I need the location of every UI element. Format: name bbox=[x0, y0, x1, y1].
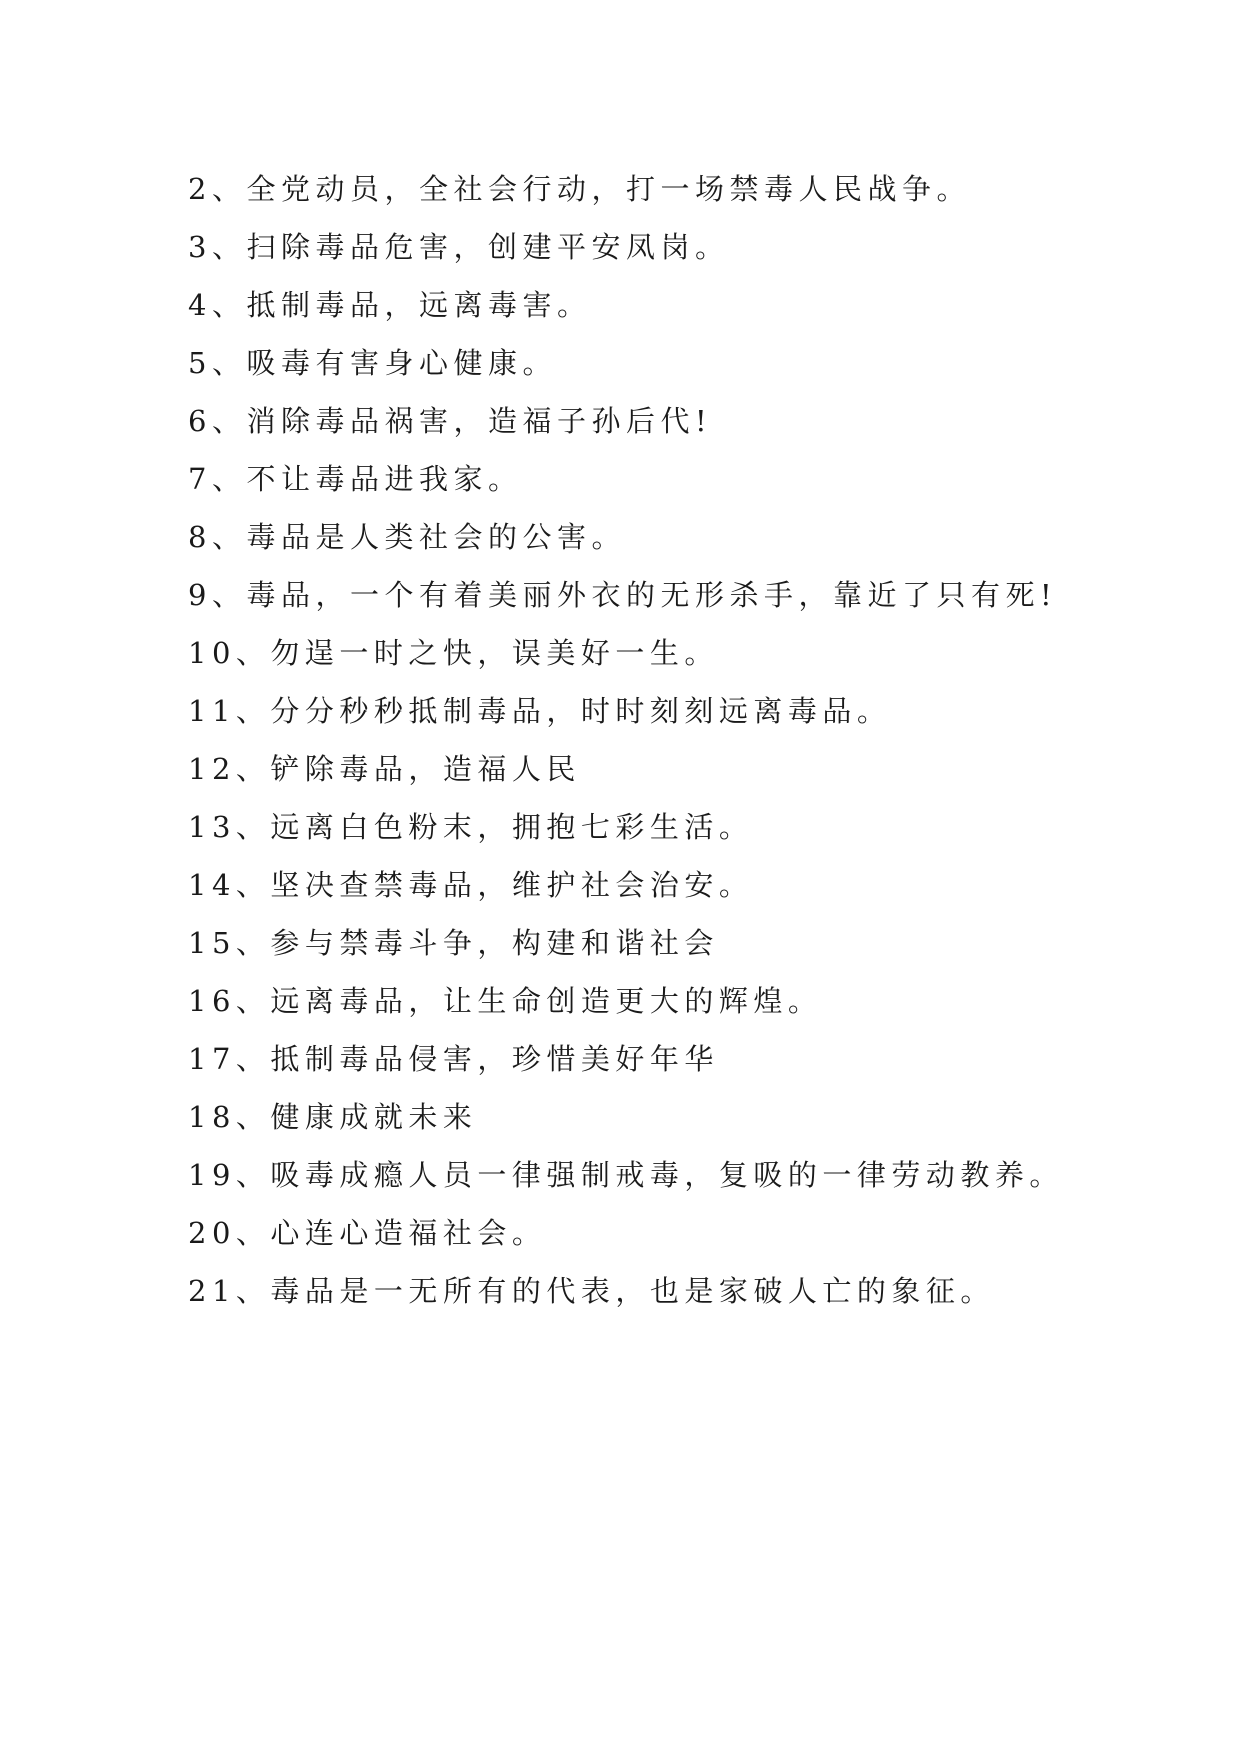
list-item: 19、吸毒成瘾人员一律强制戒毒，复吸的一律劳动教养。 bbox=[188, 1158, 1064, 1192]
list-item: 20、心连心造福社会。 bbox=[188, 1216, 547, 1250]
list-item: 9、毒品，一个有着美丽外衣的无形杀手，靠近了只有死! bbox=[188, 578, 1058, 612]
list-item: 10、勿逞一时之快，误美好一生。 bbox=[188, 636, 719, 670]
list-item: 3、扫除毒品危害，创建平安凤岗。 bbox=[188, 230, 730, 264]
slogan-list bbox=[188, 160, 1088, 1320]
list-item: 13、远离白色粉末，拥抱七彩生活。 bbox=[188, 810, 754, 844]
list-item: 2、全党动员，全社会行动，打一场禁毒人民战争。 bbox=[188, 172, 971, 206]
list-item: 8、毒品是人类社会的公害。 bbox=[188, 520, 626, 554]
list-item: 16、远离毒品，让生命创造更大的辉煌。 bbox=[188, 984, 823, 1018]
list-item: 15、参与禁毒斗争，构建和谐社会 bbox=[188, 926, 719, 960]
list-item: 5、吸毒有害身心健康。 bbox=[188, 346, 557, 380]
list-item: 12、铲除毒品，造福人民 bbox=[188, 752, 581, 786]
list-item: 4、抵制毒品，远离毒害。 bbox=[188, 288, 592, 322]
list-item: 6、消除毒品祸害，造福子孙后代! bbox=[188, 404, 713, 438]
list-item: 11、分分秒秒抵制毒品，时时刻刻远离毒品。 bbox=[188, 694, 892, 728]
list-item: 17、抵制毒品侵害，珍惜美好年华 bbox=[188, 1042, 719, 1076]
list-item: 18、健康成就未来 bbox=[188, 1100, 478, 1134]
list-item: 7、不让毒品进我家。 bbox=[188, 462, 523, 496]
list-item: 21、毒品是一无所有的代表，也是家破人亡的象征。 bbox=[188, 1274, 995, 1308]
list-item: 14、坚决查禁毒品，维护社会治安。 bbox=[188, 868, 754, 902]
